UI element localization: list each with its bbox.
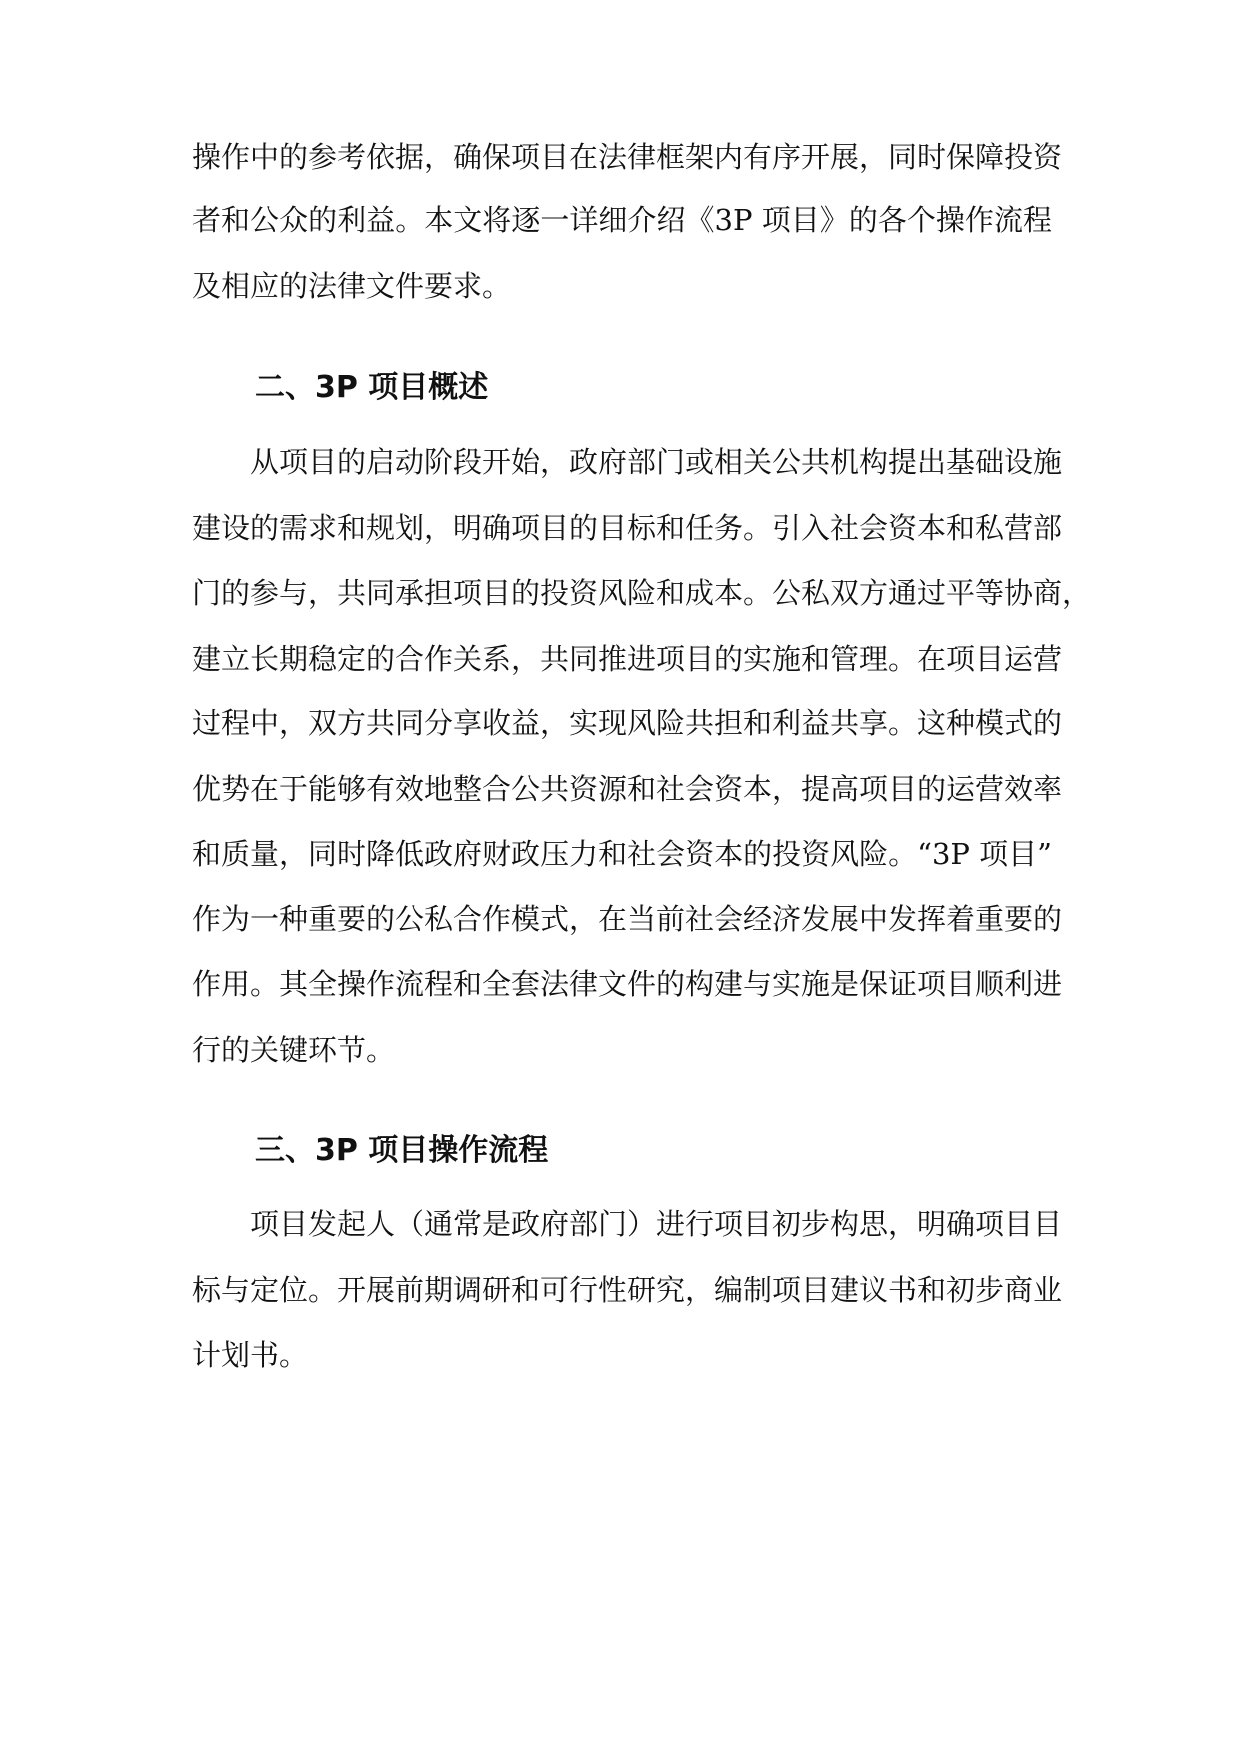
section-2-line-7: 和质量，同时降低政府财政压力和社会资本的投资风险。“3P 项目”: [192, 837, 1052, 871]
section-2-line-10: 行的关键环节。: [192, 1033, 396, 1067]
section-3-line-1: 项目发起人（通常是政府部门）进行项目初步构思，明确项目目: [250, 1207, 1063, 1241]
section-3-heading: 三、3P 项目操作流程: [255, 1133, 549, 1168]
section-2-line-3: 门的参与，共同承担项目的投资风险和成本。公私双方通过平等协商，: [192, 576, 1092, 610]
section-2-heading: 二、3P 项目概述: [255, 370, 489, 405]
intro-line-1: 操作中的参考依据，确保项目在法律框架内有序开展，同时保障投资: [192, 140, 1063, 174]
intro-line-3: 及相应的法律文件要求。: [192, 269, 512, 303]
section-2-line-8: 作为一种重要的公私合作模式，在当前社会经济发展中发挥着重要的: [192, 902, 1063, 936]
section-2-line-6: 优势在于能够有效地整合公共资源和社会资本，提高项目的运营效率: [192, 772, 1063, 806]
section-2-line-9: 作用。其全操作流程和全套法律文件的构建与实施是保证项目顺利进: [192, 967, 1063, 1001]
section-3-line-3: 计划书。: [192, 1338, 309, 1372]
intro-line-2: 者和公众的利益。本文将逐一详细介绍《3P 项目》的各个操作流程: [192, 203, 1052, 237]
section-2-line-5: 过程中，双方共同分享收益，实现风险共担和利益共享。这种模式的: [192, 706, 1063, 740]
section-2-line-4: 建立长期稳定的合作关系，共同推进项目的实施和管理。在项目运营: [192, 642, 1063, 676]
section-2-line-2: 建设的需求和规划，明确项目的目标和任务。引入社会资本和私营部: [192, 511, 1063, 545]
section-2-line-1: 从项目的启动阶段开始，政府部门或相关公共机构提出基础设施: [250, 445, 1063, 479]
section-3-line-2: 标与定位。开展前期调研和可行性研究，编制项目建议书和初步商业: [192, 1273, 1063, 1307]
